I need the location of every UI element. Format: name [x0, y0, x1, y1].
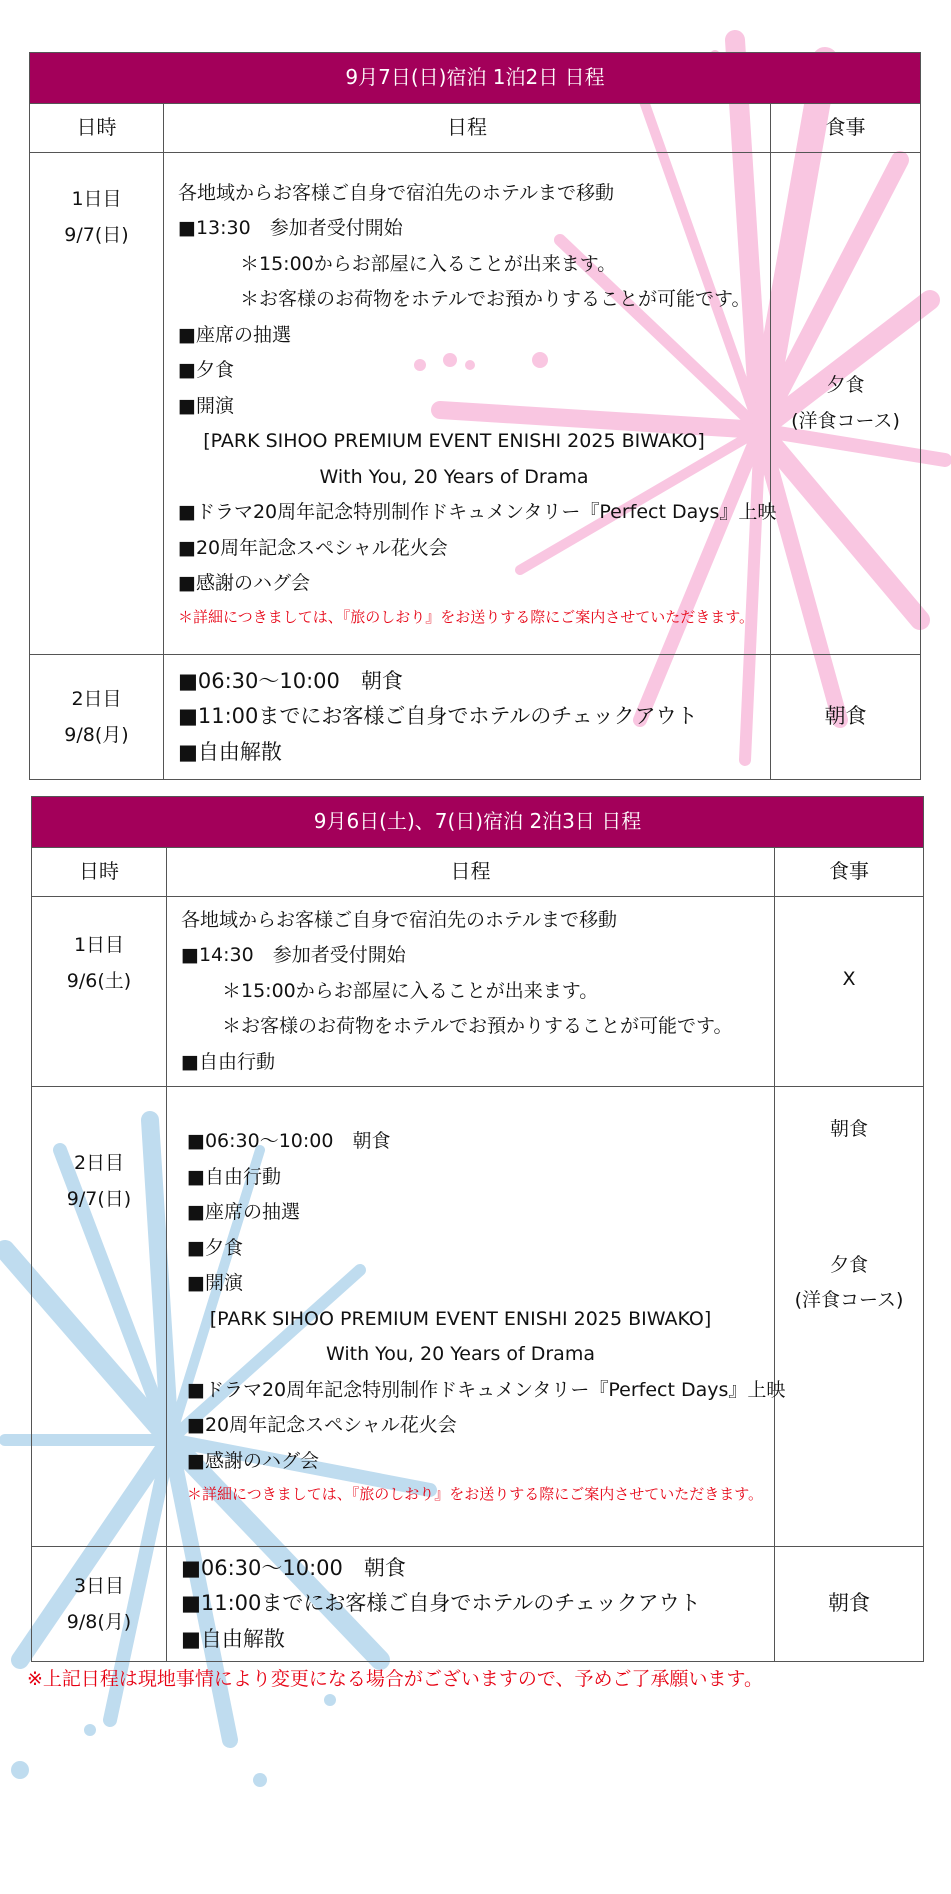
schedule-line: ■11:00までにお客様ご自身でホテルのチェックアウト — [181, 1591, 701, 1616]
day-cell — [32, 1087, 167, 1547]
meal-course: (洋食コース) — [794, 1289, 904, 1311]
detail-note: ＊詳細につきましては、『旅のしおり』をお送りする際にご案内させていただきます。 — [187, 1485, 764, 1503]
meal-cell — [771, 655, 921, 780]
schedule-line: ■自由解散 — [181, 1626, 285, 1651]
header-meal: 食事 — [775, 848, 924, 897]
schedule-cell — [167, 1087, 786, 1547]
schedule-line: ■ドラマ20周年記念特別制作ドキュメンタリー『Perfect Days』上映 — [178, 501, 777, 523]
schedule-line: ■開演 — [178, 394, 234, 417]
schedule-cell — [167, 897, 775, 1087]
schedule-line: ＊お客様のお荷物をホテルでお預かりすることが可能です。 — [240, 288, 751, 310]
meal-cell — [775, 1547, 924, 1662]
meal-breakfast: 朝食 — [830, 1118, 869, 1140]
day-label: 2日目 — [73, 1152, 125, 1174]
day-label: 1日目 — [71, 188, 122, 210]
day-date: 9/8(月) — [64, 724, 129, 746]
schedule-line: ■06:30～10:00 朝食 — [181, 1555, 406, 1580]
schedule-line: 各地域からお客様ご自身で宿泊先のホテルまで移動 — [181, 908, 618, 931]
schedule-line: ■06:30～10:00 朝食 — [178, 668, 403, 693]
meal-breakfast: 朝食 — [824, 704, 867, 729]
schedule-line: ■06:30～10:00 朝食 — [187, 1130, 391, 1152]
meal-dinner: 夕食 — [830, 1253, 869, 1276]
day-label: 2日目 — [71, 688, 122, 710]
event-subtitle: With You, 20 Years of Drama — [326, 1343, 595, 1365]
schedule-line: ■11:00までにお客様ご自身でホテルのチェックアウト — [178, 704, 698, 729]
schedule-line: ■14:30 参加者受付開始 — [181, 944, 406, 967]
schedule-line: ■自由行動 — [181, 1050, 275, 1073]
schedule-line: ■開演 — [187, 1272, 243, 1294]
day-date: 9/7(日) — [66, 1188, 132, 1210]
schedule-cell — [167, 1547, 775, 1662]
schedule-line: ■座席の抽選 — [187, 1201, 300, 1223]
event-title: [PARK SIHOO PREMIUM EVENT ENISHI 2025 BIWAKO] — [209, 1307, 712, 1330]
table-title: 9月7日(日)宿泊 1泊2日 日程 — [30, 53, 921, 104]
schedule-line: ■20周年記念スペシャル花火会 — [178, 536, 448, 559]
table-title: 9月6日(土)、7(日)宿泊 2泊3日 日程 — [32, 797, 924, 848]
schedule-line: ■自由行動 — [187, 1165, 281, 1188]
meal-cell — [771, 153, 921, 655]
meal-course: (洋食コース) — [791, 409, 900, 432]
schedule-line: 各地域からお客様ご自身で宿泊先のホテルまで移動 — [178, 181, 615, 204]
day-label: 3日目 — [73, 1575, 125, 1597]
schedule-line: ＊15:00からお部屋に入ることが出来ます。 — [222, 979, 599, 1002]
schedule-line: ■20周年記念スペシャル花火会 — [187, 1414, 457, 1436]
meal-cell — [775, 1087, 924, 1547]
schedule-line: ＊15:00からお部屋に入ることが出来ます。 — [240, 252, 617, 275]
table-row — [32, 897, 924, 1087]
header-schedule: 日程 — [164, 104, 771, 153]
meal-dinner: 夕食 — [826, 374, 865, 396]
table-row — [32, 1087, 924, 1547]
schedule-table-2nights — [31, 796, 924, 1662]
schedule-line: ＊お客様のお荷物をホテルでお預かりすることが可能です。 — [222, 1015, 733, 1038]
day-cell — [30, 655, 164, 780]
schedule-line: ■ドラマ20周年記念特別制作ドキュメンタリー『Perfect Days』上映 — [187, 1378, 786, 1401]
table-row — [30, 153, 921, 655]
schedule-cell — [164, 655, 771, 780]
footer-note: ※上記日程は現地事情により変更になる場合がございますので、予めご了承願います。 — [27, 1668, 764, 1690]
meal-none: X — [842, 968, 856, 990]
day-cell — [30, 153, 164, 655]
schedule-line: ■自由解散 — [178, 739, 282, 764]
schedule-line: ■夕食 — [178, 359, 234, 381]
meal-breakfast: 朝食 — [828, 1591, 870, 1616]
schedule-line: ■13:30 参加者受付開始 — [178, 217, 403, 239]
day-date: 9/8(月) — [66, 1611, 132, 1633]
table-row — [30, 655, 921, 780]
header-date: 日時 — [32, 848, 167, 897]
event-title: [PARK SIHOO PREMIUM EVENT ENISHI 2025 BIWAKO] — [203, 430, 705, 452]
day-date: 9/7(日) — [64, 224, 129, 246]
table-row — [32, 1547, 924, 1662]
day-cell — [32, 897, 167, 1087]
header-date: 日時 — [30, 104, 164, 153]
day-cell — [32, 1547, 167, 1662]
schedule-line: ■夕食 — [187, 1236, 243, 1259]
day-label: 1日目 — [73, 934, 125, 956]
detail-note: ＊詳細につきましては、『旅のしおり』をお送りする際にご案内させていただきます。 — [178, 607, 755, 626]
schedule-line: ■感謝のハグ会 — [178, 572, 310, 594]
header-meal: 食事 — [771, 104, 921, 153]
schedule-table-1night — [29, 52, 921, 780]
schedule-cell — [164, 153, 777, 655]
schedule-line: ■座席の抽選 — [178, 323, 291, 346]
schedule-line: ■感謝のハグ会 — [187, 1449, 319, 1472]
meal-cell — [775, 897, 924, 1087]
day-date: 9/6(土) — [66, 970, 132, 992]
event-subtitle: With You, 20 Years of Drama — [319, 465, 589, 488]
header-schedule: 日程 — [167, 848, 775, 897]
blue-dots — [11, 1694, 336, 1787]
